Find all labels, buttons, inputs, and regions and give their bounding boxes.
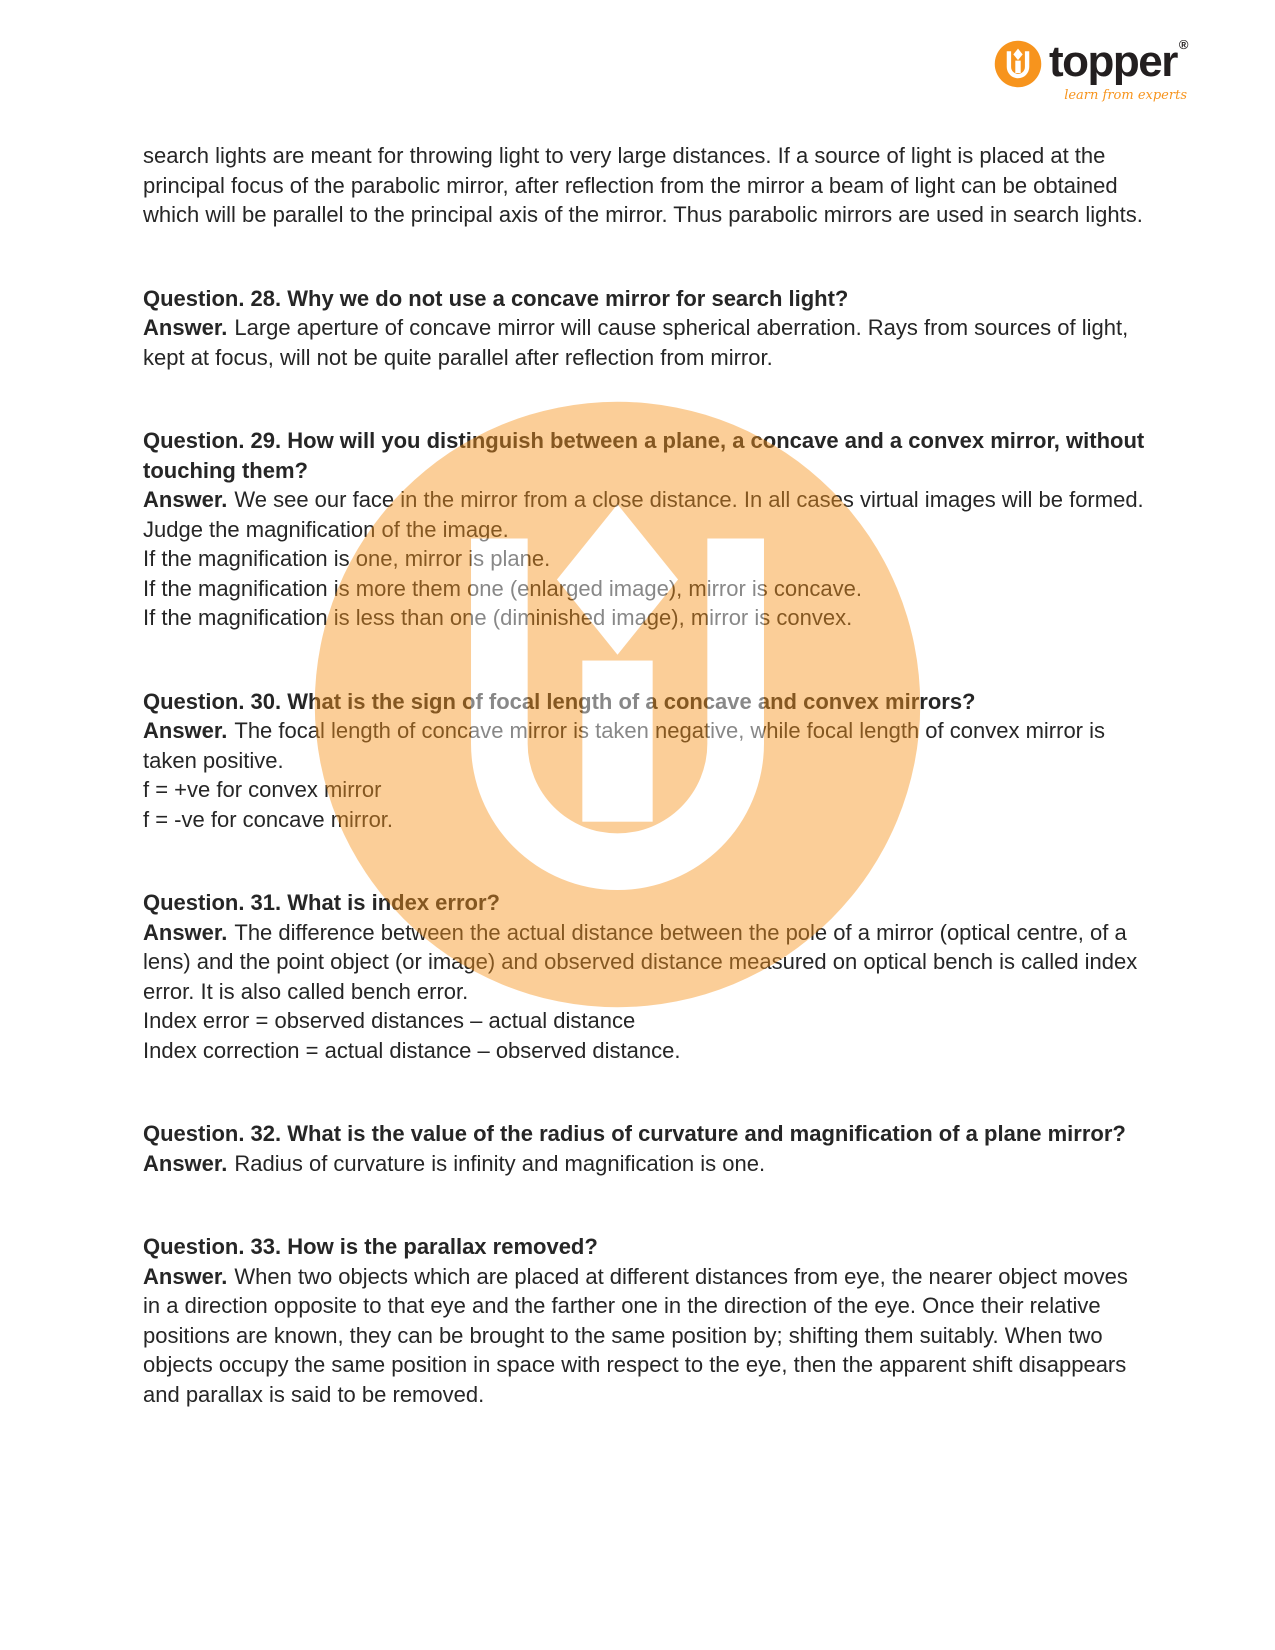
answer-paragraph bbox=[143, 1262, 1145, 1410]
answer-line: Index error = observed distances – actual distance bbox=[143, 1008, 636, 1033]
answer-line: Index correction = actual distance – observed distance. bbox=[143, 1037, 681, 1063]
brand-name-text: topper bbox=[1049, 37, 1177, 86]
intro-paragraph: search lights are meant for throwing light to very large distances. If a source of light is placed at the principal focus of the parabolic mirror, after reflection from the mirror a beam of light can be obtained which will be parallel to the principal axis of the mirror. Thus parabolic mirrors are used in search lights. bbox=[143, 143, 1143, 227]
question-title: Question. 32. What is the value of the radius of curvature and magnification of a plane mirror? bbox=[143, 1121, 1126, 1146]
answer-paragraph bbox=[143, 716, 1145, 775]
answer-text: The difference between the actual distance between the pole of a mirror (optical centre, of a lens) and the point object (or image) and observed distance measured on optical bench is called index error. It is also called bench error. bbox=[143, 919, 1138, 1004]
answer-text: Radius of curvature is infinity and magnification is one. bbox=[234, 1150, 766, 1176]
answer-text: The focal length of concave mirror is taken negative, while focal length of convex mirror is taken positive. bbox=[143, 718, 1106, 773]
question-title: Question. 31. What is index error? bbox=[143, 890, 500, 915]
answer-text: Large aperture of concave mirror will cause spherical aberration. Rays from sources of light, kept at focus, will not be quite parallel after reflection from mirror. bbox=[143, 315, 1129, 370]
document-body bbox=[143, 141, 1145, 1409]
brand-tagline: learn from experts bbox=[1064, 88, 1187, 103]
answer-line: If the magnification is more them one (enlarged image), mirror is concave. bbox=[143, 575, 862, 601]
answer-paragraph bbox=[143, 313, 1145, 372]
answer-label: Answer. bbox=[143, 315, 228, 340]
answer-line: If the magnification is one, mirror is plane. bbox=[143, 546, 551, 571]
brand-logo-text-group bbox=[1049, 37, 1187, 103]
answer-label: Answer. bbox=[143, 919, 228, 945]
question-block bbox=[143, 284, 1145, 373]
brand-logo bbox=[994, 37, 1187, 103]
question-block bbox=[143, 1232, 1145, 1409]
answer-label: Answer. bbox=[143, 1150, 228, 1176]
question-title: Question. 30. What is the sign of focal length of a concave and convex mirrors? bbox=[143, 688, 976, 714]
registered-mark: ® bbox=[1178, 37, 1187, 52]
answer-paragraph bbox=[143, 1149, 1145, 1179]
answer-text: When two objects which are placed at different distances from eye, the nearer object moves in a direction opposite to that eye and the farther one in the direction of the eye. Once their relative positions are known, they can be brought to the same position by; shifting them suitably. When two objects occupy the same position in space with respect to the eye, then the apparent shift disappears and parallax is said to be removed. bbox=[143, 1263, 1128, 1407]
brand-logo-icon bbox=[994, 40, 1042, 88]
answer-line: f = -ve for concave mirror. bbox=[143, 806, 394, 832]
question-block bbox=[143, 426, 1145, 633]
answer-paragraph bbox=[143, 918, 1145, 1007]
question-title: Question. 28. Why we do not use a concave mirror for search light? bbox=[143, 285, 849, 311]
answer-line: If the magnification is less than one (diminished image), mirror is convex. bbox=[143, 605, 853, 630]
question-block bbox=[143, 888, 1145, 1065]
answer-line: f = +ve for convex mirror bbox=[143, 777, 382, 802]
answer-text: We see our face in the mirror from a close distance. In all cases virtual images will be formed. Judge the magnification of the image. bbox=[143, 487, 1144, 542]
answer-label: Answer. bbox=[143, 487, 228, 512]
answer-label: Answer. bbox=[143, 718, 228, 743]
answer-label: Answer. bbox=[143, 1263, 228, 1289]
question-block bbox=[143, 687, 1145, 835]
brand-name bbox=[1049, 37, 1187, 86]
question-title: Question. 29. How will you distinguish between a plane, a concave and a convex mirror, without touching them? bbox=[143, 428, 1145, 483]
question-title: Question. 33. How is the parallax removed? bbox=[143, 1234, 598, 1259]
question-block bbox=[143, 1119, 1145, 1178]
answer-paragraph bbox=[143, 485, 1145, 544]
